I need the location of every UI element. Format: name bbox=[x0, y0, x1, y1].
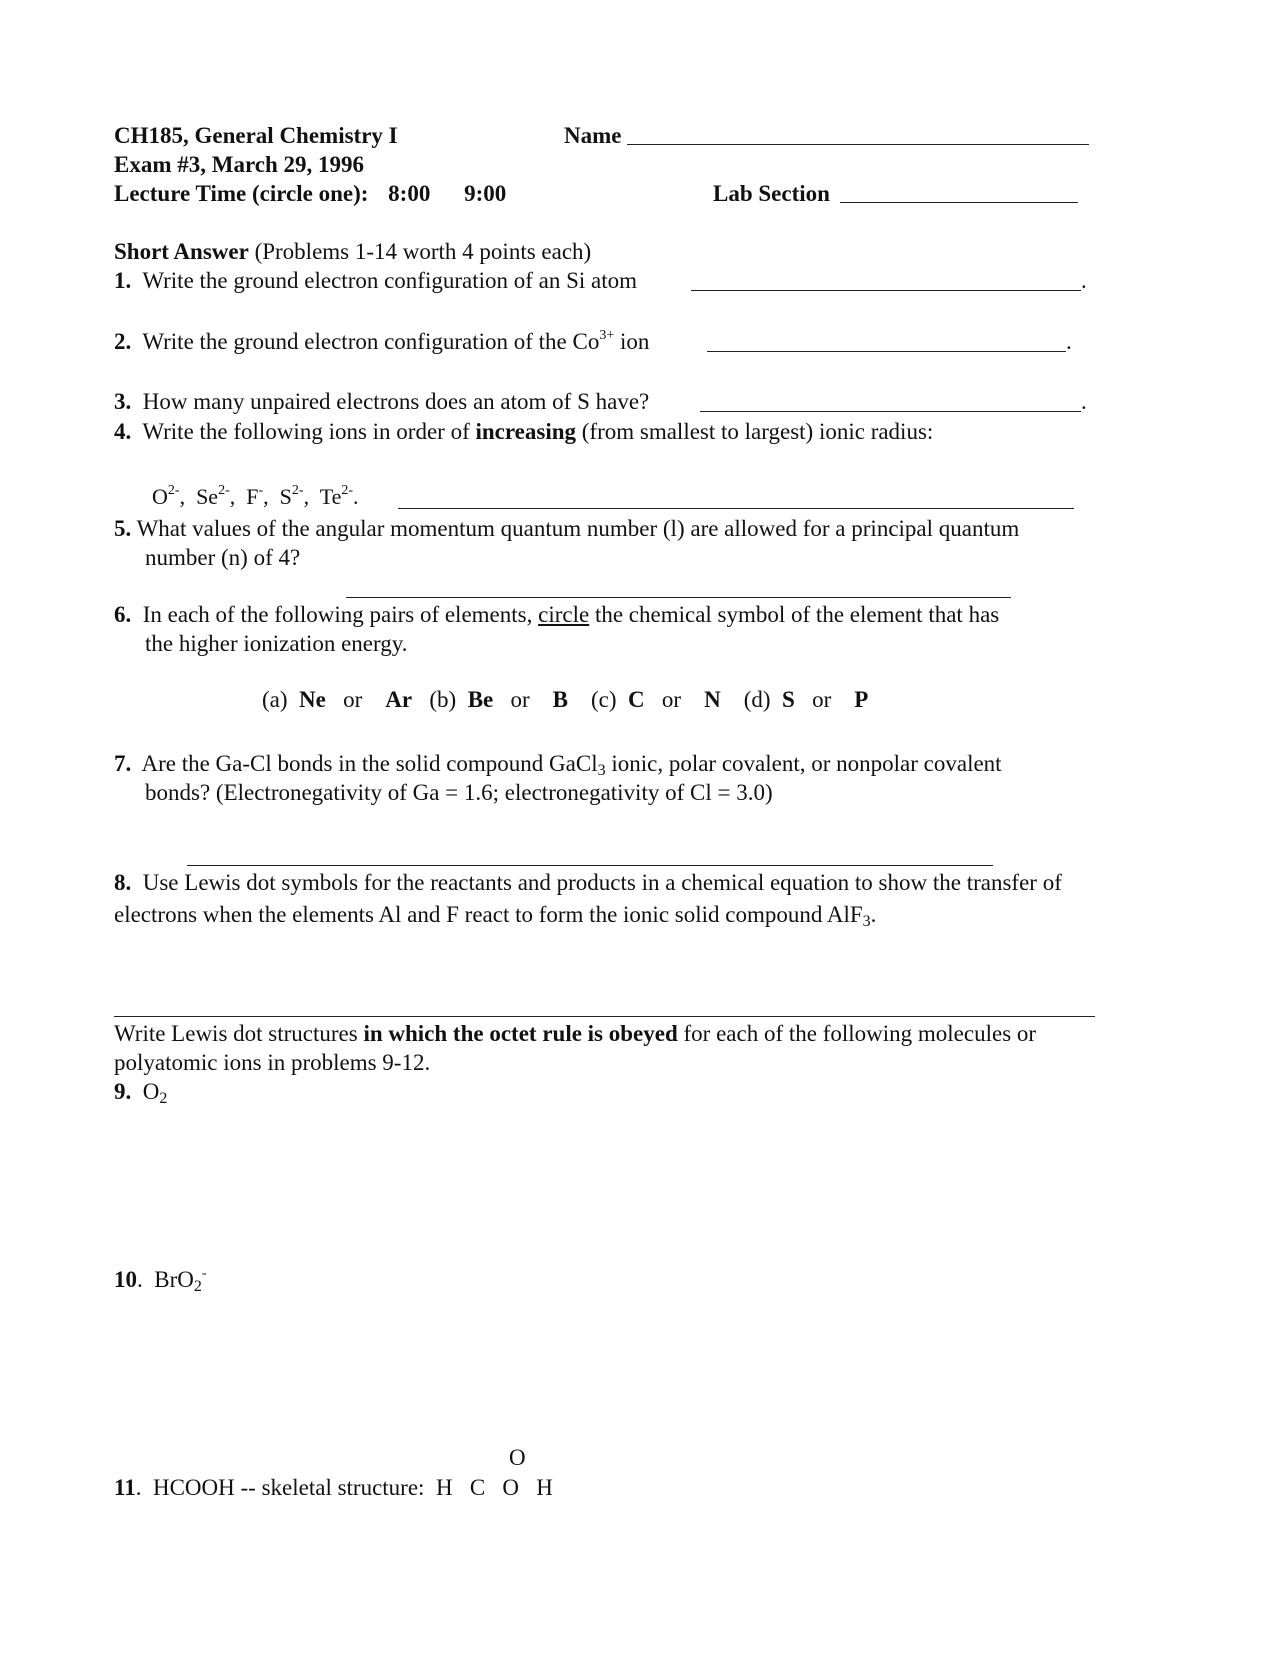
answer-line-5[interactable] bbox=[346, 597, 1011, 598]
course-title: CH185, General Chemistry I bbox=[114, 123, 398, 148]
pair-a: (a) Ne or Ar bbox=[262, 687, 413, 712]
question-number: 4. bbox=[114, 419, 132, 444]
question-underlined: circle bbox=[538, 602, 590, 627]
question-3 bbox=[114, 388, 649, 416]
subscript: 2 bbox=[159, 1090, 168, 1107]
question-text: What values of the angular momentum quantum number (l) are allowed for a principal quantum bbox=[136, 516, 1020, 541]
question-number: 6. bbox=[114, 602, 132, 627]
lecture-time-option-8[interactable]: 8:00 bbox=[388, 181, 431, 206]
element-choice[interactable]: B bbox=[552, 687, 569, 712]
question-number: 8. bbox=[114, 870, 132, 895]
formula: BrO bbox=[154, 1267, 194, 1292]
subscript: 2 bbox=[193, 1278, 202, 1295]
answer-line-1[interactable] bbox=[691, 290, 1081, 291]
question-9 bbox=[114, 1078, 167, 1109]
ion: $S^{2-}$ bbox=[279, 483, 304, 509]
instruction-emphasis: in which the octet rule is obeyed bbox=[363, 1021, 678, 1046]
element-pairs bbox=[262, 686, 868, 714]
ion: $O^{2-}$ bbox=[152, 483, 180, 509]
question-number: 10 bbox=[114, 1267, 137, 1292]
ion-charge: 3+ bbox=[599, 328, 615, 343]
answer-line-3[interactable] bbox=[700, 411, 1081, 412]
question-text: How many unpaired electrons does an atom of S have? bbox=[142, 389, 650, 414]
question-text-after: the chemical symbol of the element that has bbox=[594, 602, 1000, 627]
question-6 bbox=[114, 601, 999, 629]
question-5 bbox=[114, 515, 1019, 543]
section-title: Short Answer bbox=[114, 239, 249, 264]
answer-line-7[interactable] bbox=[187, 865, 993, 866]
ion: F- bbox=[246, 483, 264, 509]
question-number: 9. bbox=[114, 1079, 132, 1104]
lecture-time-label: Lecture Time (circle one): bbox=[114, 181, 369, 206]
subscript: 3 bbox=[597, 762, 606, 779]
question-number: 2. bbox=[114, 329, 132, 354]
lecture-time-option-9[interactable]: 9:00 bbox=[464, 181, 507, 206]
period: . bbox=[1066, 329, 1072, 354]
question-text: Are the Ga-Cl bonds in the solid compound GaCl bbox=[141, 751, 598, 776]
question-7-line-2: bonds? (Electronegativity of Ga = 1.6; electronegativity of Cl = 3.0) bbox=[145, 780, 773, 805]
answer-line-8[interactable] bbox=[114, 1016, 1095, 1017]
question-emphasis: increasing bbox=[475, 419, 577, 444]
question-4 bbox=[114, 418, 933, 446]
pair-c: (c) C or N bbox=[591, 687, 721, 712]
exam-date: Exam #3, March 29, 1996 bbox=[114, 152, 365, 177]
element-choice[interactable]: P bbox=[854, 687, 869, 712]
name-label: Name bbox=[564, 123, 622, 148]
question-1 bbox=[114, 267, 637, 295]
period: . bbox=[1081, 389, 1087, 414]
question-6-line-2: the higher ionization energy. bbox=[145, 631, 408, 656]
answer-line-2[interactable] bbox=[707, 351, 1066, 352]
element-choice[interactable]: N bbox=[704, 687, 721, 712]
question-10: 10. BrO$_2$- bbox=[114, 1266, 207, 1295]
question-text: Write the ground electron configuration of the Co bbox=[142, 329, 600, 354]
section-intro bbox=[114, 238, 591, 266]
question-7 bbox=[114, 750, 1002, 781]
skeleton-top-atom: O bbox=[509, 1445, 526, 1470]
name-field[interactable] bbox=[627, 144, 1089, 145]
question-2 bbox=[114, 328, 649, 356]
question-text-after: ionic, polar covalent, or nonpolar covalent bbox=[611, 751, 1002, 776]
lewis-instructions: Write Lewis dot structures in which the octet rule is obeyed for each of the following molecules or bbox=[114, 1021, 1037, 1046]
element-choice[interactable]: Ar bbox=[385, 687, 413, 712]
skeleton-atom: O bbox=[502, 1475, 520, 1500]
element-choice[interactable]: Ne bbox=[299, 687, 326, 712]
period: . bbox=[1081, 268, 1087, 293]
question-text: Write the ground electron configuration of an Si atom bbox=[142, 268, 638, 293]
question-8-line-2: electrons when the elements Al and F react to form the ionic solid compound AlF$_3$. bbox=[114, 902, 877, 930]
question-text-after: ion bbox=[620, 329, 650, 354]
question-number: 7. bbox=[114, 751, 132, 776]
question-5-line-2: number (n) of 4? bbox=[145, 545, 301, 570]
ion: $Se^{2-}$ bbox=[196, 483, 230, 509]
skeleton-atom: C bbox=[469, 1475, 486, 1500]
question-number: 5. bbox=[114, 516, 132, 541]
question-number: 11 bbox=[114, 1475, 136, 1500]
element-choice[interactable]: Be bbox=[467, 687, 494, 712]
subscript: 3 bbox=[862, 913, 871, 930]
question-number: 3. bbox=[114, 389, 132, 414]
question-text: Write the following ions in order of bbox=[142, 419, 470, 444]
skeleton-atom: H bbox=[435, 1475, 453, 1500]
question-text: In each of the following pairs of elements, bbox=[142, 602, 533, 627]
ion-charge: - bbox=[201, 1266, 207, 1281]
question-11: 11. HCOOH -- skeletal structure: H C O H bbox=[114, 1475, 553, 1500]
question-number: 1. bbox=[114, 268, 132, 293]
question-text: Use Lewis dot symbols for the reactants and products in a chemical equation to show the transfer of bbox=[142, 870, 1062, 895]
question-text: HCOOH -- skeletal structure: bbox=[152, 1475, 425, 1500]
lab-section-label: Lab Section bbox=[713, 181, 830, 206]
ion-list: $O^{2-}$, $Se^{2-}$, F-, $S^{2-}$, $Te^{2-}$. bbox=[152, 483, 359, 509]
formula: O bbox=[142, 1079, 160, 1104]
question-8 bbox=[114, 869, 1062, 897]
lab-section-field[interactable] bbox=[840, 202, 1078, 203]
pair-d: (d) S or P bbox=[743, 687, 869, 712]
element-choice[interactable]: S bbox=[782, 687, 795, 712]
section-note: (Problems 1-14 worth 4 points each) bbox=[254, 239, 592, 264]
question-text-after: (from smallest to largest) ionic radius: bbox=[581, 419, 934, 444]
skeleton-atom: H bbox=[536, 1475, 553, 1500]
lecture-time-line bbox=[114, 180, 506, 208]
pair-b: (b) Be or B bbox=[429, 687, 569, 712]
answer-line-4[interactable] bbox=[398, 508, 1074, 509]
ion: $Te^{2-}$ bbox=[319, 483, 354, 509]
lewis-instructions-line-2: polyatomic ions in problems 9-12. bbox=[114, 1050, 431, 1075]
element-choice[interactable]: C bbox=[628, 687, 645, 712]
